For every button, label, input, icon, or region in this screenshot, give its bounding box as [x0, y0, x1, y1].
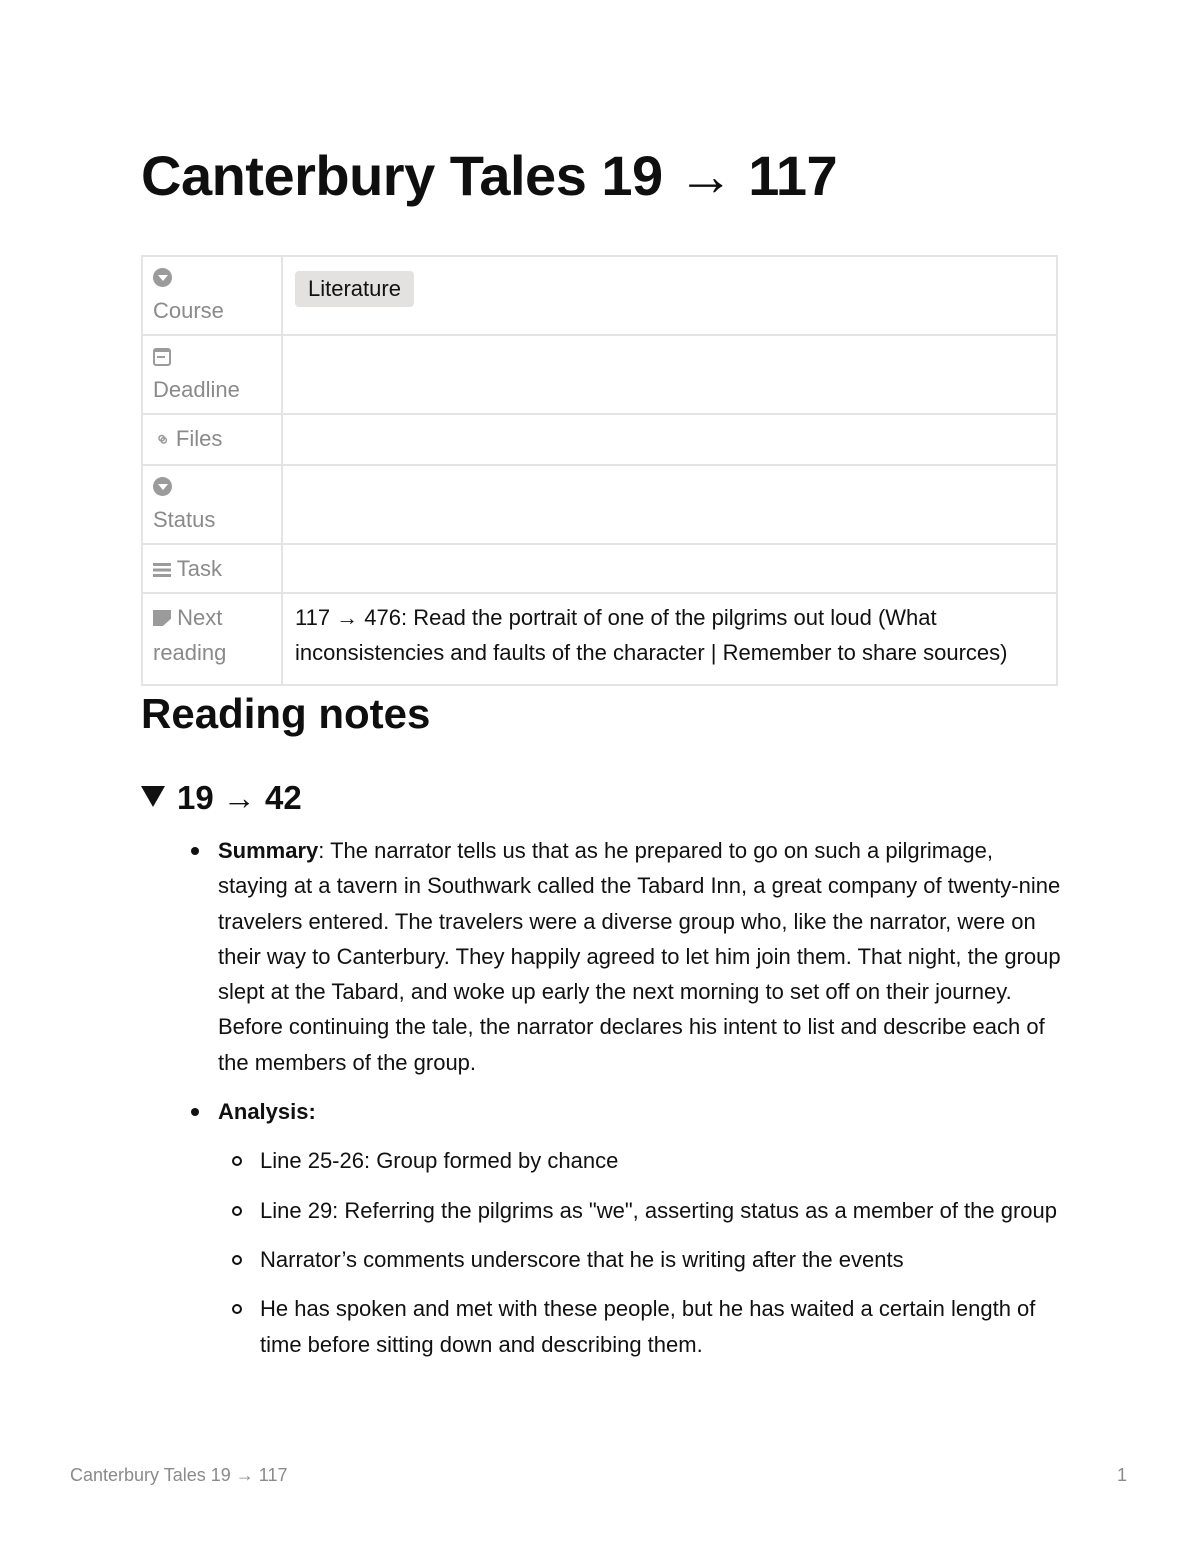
- property-value-cell[interactable]: 117 → 476: Read the portrait of one of the pilgrims out loud (What inconsistencies and faults of the character | Remember to share sources): [282, 593, 1057, 685]
- property-name-cell[interactable]: [142, 465, 282, 544]
- property-value-cell[interactable]: [282, 335, 1057, 414]
- list-item: He has spoken and met with these people, but he has waited a certain length of time before sitting down and describing them.: [260, 1291, 1063, 1362]
- page-title: Canterbury Tales 19 → 117: [141, 144, 838, 207]
- page-number: 1: [1117, 1465, 1128, 1485]
- text-lines-icon: [153, 563, 171, 577]
- property-label: Files: [175, 426, 223, 451]
- property-value-cell[interactable]: [282, 256, 1057, 335]
- property-label: Deadline: [153, 377, 240, 402]
- list-item: Line 29: Referring the pilgrims as "we", asserting status as a member of the group: [260, 1193, 1063, 1228]
- calendar-icon: [153, 348, 171, 366]
- property-row-deadline: [142, 335, 1057, 414]
- property-name-cell[interactable]: [142, 414, 282, 465]
- toggle-label: 19 → 42: [177, 779, 302, 816]
- property-row-files: [142, 414, 1057, 465]
- property-value-cell[interactable]: [282, 414, 1057, 465]
- properties-table: [141, 255, 1058, 686]
- property-row-next-reading: [142, 593, 1057, 685]
- toggle-content: [218, 833, 1063, 1376]
- triangle-down-icon[interactable]: [141, 786, 165, 807]
- dropdown-circle-icon: [153, 268, 172, 287]
- property-name-cell[interactable]: [142, 593, 282, 685]
- summary-label: Summary: [218, 838, 319, 863]
- summary-text: : The narrator tells us that as he prepared to go on such a pilgrimage, staying at a tavern in Southwark called the Tabard Inn, a great company of twenty-nine travelers entered. The travelers were a diverse group who, like the narrator, were on their way to Canterbury. They happily agreed to let him join them. That night, the group slept at the Tabard, and woke up early the next morning to set off on their journey. Before continuing the tale, the narrator declares his intent to list and describe each of the members of the group.: [218, 838, 1061, 1075]
- property-label: Course: [153, 298, 224, 323]
- property-label: Status: [153, 507, 216, 532]
- analysis-label: Analysis:: [218, 1099, 316, 1125]
- property-label: Next reading: [153, 605, 227, 665]
- dropdown-circle-icon: [153, 477, 172, 496]
- property-name-cell[interactable]: [142, 335, 282, 414]
- course-tag[interactable]: Literature: [295, 271, 414, 307]
- list-item: [218, 833, 1063, 1080]
- analysis-list: [218, 1143, 1063, 1361]
- property-row-task: [142, 544, 1057, 593]
- list-item: [218, 1094, 1063, 1129]
- footer-title: Canterbury Tales 19 → 117: [70, 1465, 288, 1485]
- property-row-course: [142, 256, 1057, 335]
- note-icon: [153, 610, 171, 626]
- paperclip-icon: ⚭: [148, 426, 176, 454]
- toggle-heading[interactable]: [141, 779, 302, 817]
- property-label: Task: [176, 556, 222, 581]
- reading-notes-heading: Reading notes: [141, 690, 431, 737]
- property-name-cell[interactable]: [142, 256, 282, 335]
- property-value-cell[interactable]: [282, 544, 1057, 593]
- property-value-cell[interactable]: [282, 465, 1057, 544]
- property-row-status: [142, 465, 1057, 544]
- list-item: Line 25-26: Group formed by chance: [260, 1143, 1063, 1178]
- list-item: Narrator’s comments underscore that he is writing after the events: [260, 1242, 1063, 1277]
- property-name-cell[interactable]: [142, 544, 282, 593]
